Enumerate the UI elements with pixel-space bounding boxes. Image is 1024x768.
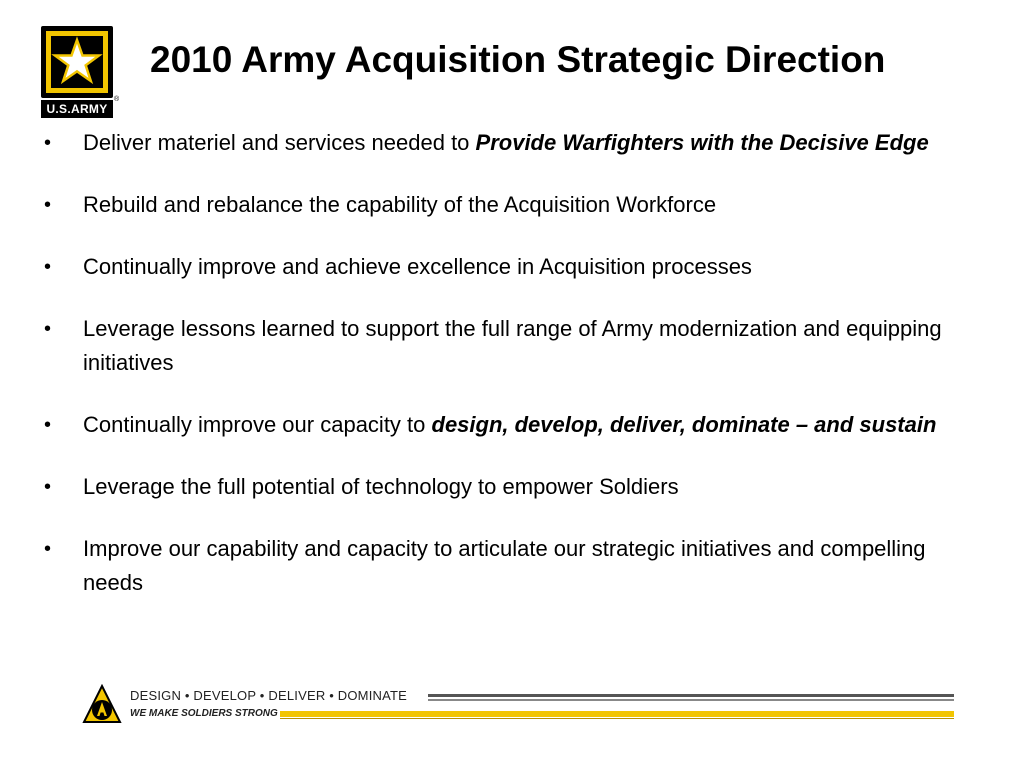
bullet-item [44,250,984,284]
slide-title: 2010 Army Acquisition Strategic Direction [150,39,886,80]
bullet-dot: • [44,318,52,340]
star-icon [51,36,103,88]
bullet-dot: • [44,414,52,436]
bullet-text: Improve our capability and capacity to articulate our strategic initiatives and compelling needs [83,536,926,595]
footer-tagline: DESIGN • DEVELOP • DELIVER • DOMINATE [130,688,408,703]
us-army-logo [41,26,120,122]
bullet-item [44,188,984,222]
bullet-text: Leverage lessons learned to support the full range of Army modernization and equipping initiatives [83,316,942,375]
bullet-item [44,408,984,442]
bullet-emphasis: Provide Warfighters with the Decisive Edge [475,130,929,155]
bullet-text: Leverage the full potential of technology to empower Soldiers [83,474,679,499]
army-wordmark: U.S.ARMY [41,100,113,118]
bullet-text: Continually improve and achieve excellence in Acquisition processes [83,254,752,279]
bullet-text: Continually improve our capacity to [83,412,432,437]
footer-motto: WE MAKE SOLDIERS STRONG [130,708,278,719]
registered-mark: ® [114,96,120,103]
bullet-text: Deliver materiel and services needed to [83,130,476,155]
bullet-item [44,126,984,160]
bullet-text: Rebuild and rebalance the capability of the Acquisition Workforce [83,192,717,217]
bullet-dot: • [44,476,52,498]
bullet-item [44,312,984,380]
bullet-dot: • [44,132,52,154]
bullet-item [44,532,984,600]
footer-rule-gold-thin [280,718,954,719]
bullet-dot: • [44,256,52,278]
bullet-list [44,126,984,600]
footer-rule-dark-thin [428,699,954,701]
asa-alt-a-logo-icon [82,684,122,724]
army-logo-frame [41,26,113,98]
bullet-item [44,470,984,504]
bullet-dot: • [44,194,52,216]
footer-rule-dark [428,694,954,697]
bullet-emphasis: design, develop, deliver, dominate – and sustain [431,412,937,437]
bullet-dot: • [44,538,52,560]
footer-rule-gold [280,711,954,717]
